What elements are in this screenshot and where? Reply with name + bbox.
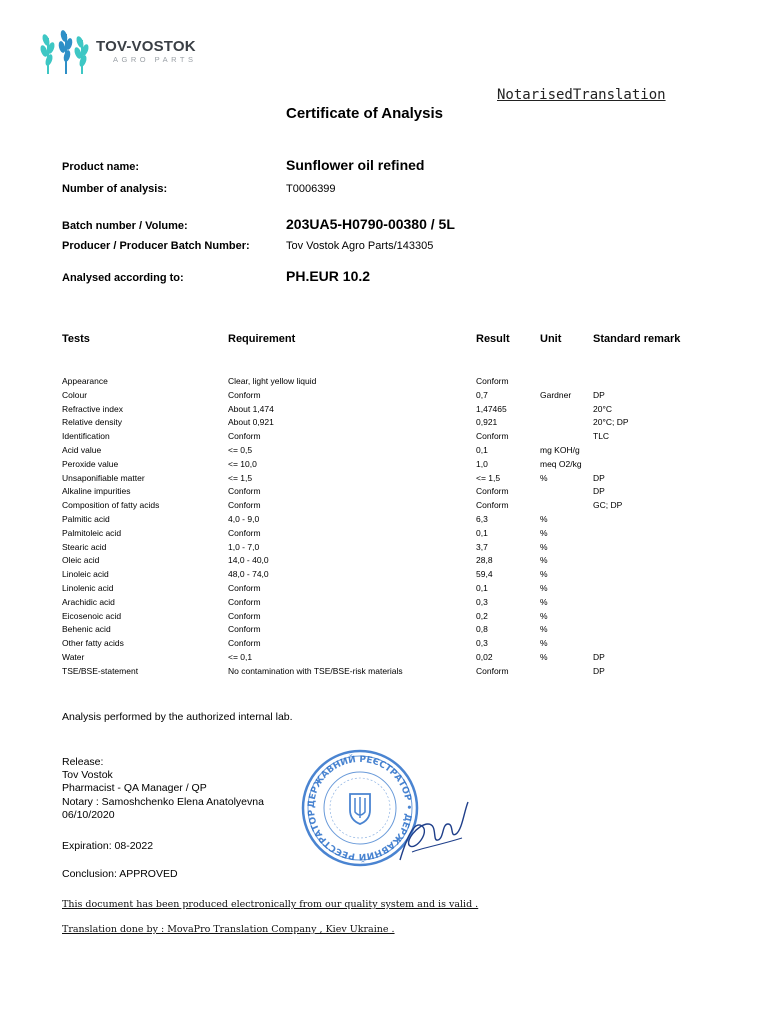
result: Conform <box>476 486 509 497</box>
remark: 20°C; DP <box>593 417 629 428</box>
unit: % <box>540 555 548 566</box>
unit: % <box>540 610 548 621</box>
unit: % <box>540 651 548 662</box>
result: 0,2 <box>476 610 488 621</box>
test-name: Arachidic acid <box>62 596 115 607</box>
remark: DP <box>593 472 605 483</box>
requirement: Conform <box>228 638 261 649</box>
requirement: Conform <box>228 624 261 635</box>
table-row <box>62 583 722 597</box>
unit: % <box>540 513 548 524</box>
table-row <box>62 542 722 556</box>
unit: % <box>540 541 548 552</box>
release-line: 06/10/2020 <box>62 808 115 821</box>
result: Conform <box>476 665 509 676</box>
unit: % <box>540 582 548 593</box>
result: 0,7 <box>476 389 488 400</box>
release-line: Tov Vostok <box>62 769 113 782</box>
logo-name: TOV-VOSTOK <box>96 38 196 55</box>
remark: GC; DP <box>593 500 623 511</box>
table-row <box>62 624 722 638</box>
table-row <box>62 404 722 418</box>
unit: % <box>540 638 548 649</box>
result: 3,7 <box>476 541 488 552</box>
result: 0,02 <box>476 651 493 662</box>
requirement: Conform <box>228 610 261 621</box>
requirement: 48,0 - 74,0 <box>228 569 269 580</box>
remark: DP <box>593 651 605 662</box>
requirement: Conform <box>228 431 261 442</box>
requirement: Conform <box>228 527 261 538</box>
svg-text:ДЕРЖАВНИЙ РЕЄСТРАТОР • ДЕРЖАВН: ДЕРЖАВНИЙ РЕЄСТРАТОР • ДЕРЖАВНИЙ РЕЄСТРАТОР <box>306 754 414 862</box>
test-name: TSE/BSE-statement <box>62 665 139 676</box>
remark: DP <box>593 665 605 676</box>
unit: % <box>540 596 548 607</box>
test-name: Palmitic acid <box>62 513 110 524</box>
result: 0,1 <box>476 527 488 538</box>
signature <box>392 790 472 870</box>
table-row <box>62 666 722 680</box>
unit: Gardner <box>540 389 572 400</box>
requirement: About 0,921 <box>228 417 274 428</box>
analysis-number-value: T0006399 <box>286 183 336 195</box>
table-row <box>62 390 722 404</box>
test-name: Relative density <box>62 417 123 428</box>
requirement: 4,0 - 9,0 <box>228 513 260 524</box>
expiration-date: Expiration: 08-2022 <box>62 840 154 852</box>
test-name: Peroxide value <box>62 458 119 469</box>
requirement: <= 1,5 <box>228 472 253 483</box>
product-label: Product name: <box>62 161 140 173</box>
unit: % <box>540 527 548 538</box>
release-line: Release: <box>62 756 104 768</box>
analysis-number-label: Number of analysis: <box>62 183 168 195</box>
requirement: Clear, light yellow liquid <box>228 376 317 386</box>
trident-emblem-icon <box>350 794 370 824</box>
footer-validity-note: This document has been produced electronically from our quality system and is valid . <box>62 899 479 910</box>
document-title: Certificate of Analysis <box>286 105 443 122</box>
test-name: Acid value <box>62 444 102 455</box>
header-standard-remark: Standard remark <box>593 333 681 345</box>
requirement: Conform <box>228 582 261 593</box>
table-row <box>62 638 722 652</box>
test-name: Eicosenoic acid <box>62 610 122 621</box>
batch-label: Batch number / Volume: <box>62 220 188 232</box>
requirement: No contamination with TSE/BSE-risk materials <box>228 665 403 676</box>
table-row <box>62 500 722 514</box>
analysed-according-value: PH.EUR 10.2 <box>286 268 371 284</box>
release-line: Pharmacist - QA Manager / QP <box>62 782 207 795</box>
table-row <box>62 376 722 390</box>
result: 0,1 <box>476 444 488 455</box>
remark: DP <box>593 389 605 400</box>
test-name: Colour <box>62 389 88 400</box>
result: 1,0 <box>476 458 488 469</box>
unit: meq O2/kg <box>540 458 582 469</box>
lab-note: Analysis performed by the authorized internal lab. <box>62 711 293 723</box>
unit: % <box>540 569 548 580</box>
release-block <box>62 756 264 822</box>
table-row <box>62 597 722 611</box>
requirement: <= 0,1 <box>228 651 253 662</box>
requirement: 1,0 - 7,0 <box>228 541 260 552</box>
result: 0,3 <box>476 638 488 649</box>
test-name: Appearance <box>62 376 108 386</box>
requirement: Conform <box>228 500 261 511</box>
batch-value: 203UA5-H0790-00380 / 5L <box>286 216 455 232</box>
footer-translation-note: Translation done by : MovaPro Translation Company , Kiev Ukraine . <box>62 924 395 935</box>
results-table <box>62 376 722 680</box>
table-row <box>62 528 722 542</box>
table-row <box>62 459 722 473</box>
table-row <box>62 473 722 487</box>
test-name: Identification <box>62 431 110 442</box>
table-row <box>62 652 722 666</box>
table-row <box>62 445 722 459</box>
producer-value: Tov Vostok Agro Parts/143305 <box>286 240 434 252</box>
remark: DP <box>593 486 605 497</box>
test-name: Composition of fatty acids <box>62 500 160 511</box>
product-value: Sunflower oil refined <box>286 157 425 173</box>
test-name: Oleic acid <box>62 555 100 566</box>
test-name: Alkaline impurities <box>62 486 131 497</box>
requirement: <= 0,5 <box>228 444 253 455</box>
requirement: Conform <box>228 486 261 497</box>
test-name: Refractive index <box>62 403 123 414</box>
requirement: <= 10,0 <box>228 458 257 469</box>
conclusion: Conclusion: APPROVED <box>62 868 178 880</box>
requirement: Conform <box>228 389 261 400</box>
header-unit: Unit <box>540 333 562 345</box>
table-row <box>62 611 722 625</box>
table-row <box>62 431 722 445</box>
result: Conform <box>476 431 509 442</box>
result: Conform <box>476 500 509 511</box>
test-name: Unsaponifiable matter <box>62 472 145 483</box>
analysed-according-label: Analysed according to: <box>62 272 184 284</box>
wheat-icon <box>36 26 92 76</box>
test-name: Palmitoleic acid <box>62 527 122 538</box>
test-name: Linoleic acid <box>62 569 109 580</box>
notarised-translation-label: NotarisedTranslation <box>497 87 666 103</box>
requirement: Conform <box>228 596 261 607</box>
result: 0,921 <box>476 417 498 428</box>
unit: % <box>540 624 548 635</box>
result: Conform <box>476 376 509 386</box>
test-name: Linolenic acid <box>62 582 114 593</box>
result: 28,8 <box>476 555 493 566</box>
table-row <box>62 555 722 569</box>
logo-subtitle: AGRO PARTS <box>113 55 197 64</box>
test-name: Water <box>62 651 85 662</box>
remark: TLC <box>593 431 610 442</box>
header-requirement: Requirement <box>228 333 296 345</box>
unit: mg KOH/g <box>540 444 580 455</box>
result: 59,4 <box>476 569 493 580</box>
header-result: Result <box>476 333 510 345</box>
header-tests: Tests <box>62 333 90 345</box>
release-line: Notary : Samoshchenko Elena Anatolyevna <box>62 795 264 808</box>
producer-label: Producer / Producer Batch Number: <box>62 240 250 252</box>
result: 0,8 <box>476 624 488 635</box>
result: 0,3 <box>476 596 488 607</box>
test-name: Stearic acid <box>62 541 107 552</box>
table-row <box>62 514 722 528</box>
test-name: Behenic acid <box>62 624 111 635</box>
result: 6,3 <box>476 513 488 524</box>
result: 0,1 <box>476 582 488 593</box>
unit: % <box>540 472 548 483</box>
result: 1,47465 <box>476 403 507 414</box>
result: <= 1,5 <box>476 472 501 483</box>
table-row <box>62 417 722 431</box>
table-row <box>62 569 722 583</box>
test-name: Other fatty acids <box>62 638 124 649</box>
remark: 20°C <box>593 403 612 414</box>
table-row <box>62 486 722 500</box>
requirement: About 1,474 <box>228 403 274 414</box>
requirement: 14,0 - 40,0 <box>228 555 269 566</box>
